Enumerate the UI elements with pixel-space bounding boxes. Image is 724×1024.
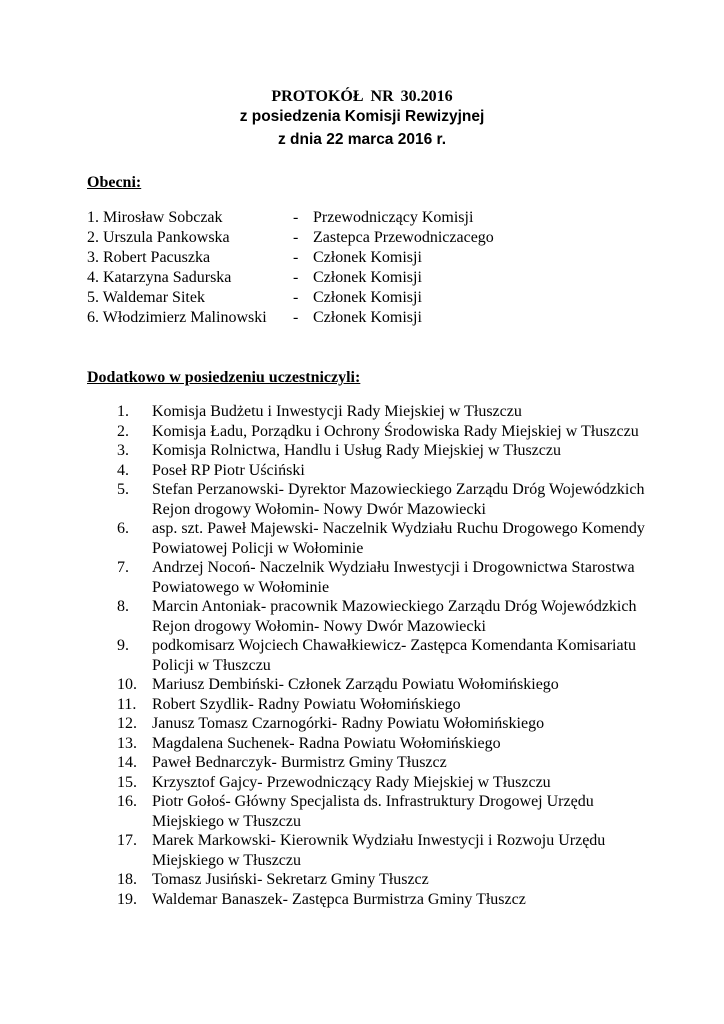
meeting-date: z dnia 22 marca 2016 r.	[277, 131, 447, 148]
list-item	[117, 773, 647, 793]
item-text: Poseł RP Piotr Uściński	[152, 461, 305, 479]
member-dash: -	[293, 309, 299, 326]
item-number: 14.	[117, 754, 137, 771]
member-row	[87, 288, 647, 308]
item-number: 17.	[117, 832, 137, 849]
item-number: 1.	[117, 403, 129, 420]
item-number: 15.	[117, 773, 137, 791]
member-name: 5. Waldemar Sitek	[87, 289, 205, 306]
item-text: Piotr Gołoś- Główny Specjalista ds. Infrastruktury Drogowej Urzędu Miejskiego w Tłuszczu	[152, 793, 594, 830]
member-name: 1. Mirosław Sobczak	[87, 209, 223, 226]
protocol-title: PROTOKÓŁ NR 30.2016	[271, 88, 453, 105]
member-row	[87, 308, 647, 328]
member-dash: -	[293, 229, 299, 246]
list-item	[117, 461, 647, 481]
member-name: 3. Robert Pacuszka	[87, 249, 211, 266]
additional-participants-list	[117, 402, 647, 909]
item-number: 10.	[117, 676, 137, 693]
present-members-list	[87, 208, 647, 328]
list-item	[117, 402, 647, 422]
item-text: Waldemar Banaszek- Zastępca Burmistrza Gminy Tłuszcz	[152, 890, 526, 908]
list-item	[117, 597, 647, 636]
member-role: Zastepca Przewodniczacego	[313, 229, 494, 246]
item-number: 7.	[117, 559, 129, 576]
item-number: 5.	[117, 481, 129, 498]
member-row	[87, 208, 647, 228]
item-number: 3.	[117, 442, 129, 459]
item-number: 11.	[117, 695, 137, 713]
member-name: 4. Katarzyna Sadurska	[87, 269, 232, 286]
item-number: 2.	[117, 422, 129, 440]
item-text: Andrzej Nocoń- Naczelnik Wydziału Inwestycji i Drogownictwa Starostwa Powiatowego w Wołominie	[152, 559, 635, 596]
item-number: 8.	[117, 598, 129, 615]
item-text: Marek Markowski- Kierownik Wydziału Inwestycji i Rozwoju Urzędu Miejskiego w Tłuszczu	[152, 832, 606, 869]
item-text: Mariusz Dembiński- Członek Zarządu Powiatu Wołomińskiego	[152, 676, 559, 693]
item-text: Magdalena Suchenek- Radna Powiatu Wołomińskiego	[152, 734, 501, 752]
item-number: 4.	[117, 461, 129, 479]
list-item	[117, 890, 647, 910]
item-number: 9.	[117, 637, 129, 654]
item-text: Komisja Rolnictwa, Handlu i Usług Rady Miejskiej w Tłuszczu	[152, 442, 561, 459]
list-item	[117, 558, 647, 597]
member-role: Członek Komisji	[313, 309, 422, 326]
list-item	[117, 753, 647, 773]
member-dash: -	[293, 249, 299, 266]
member-row	[87, 248, 647, 268]
item-number: 6.	[117, 520, 129, 537]
member-role: Członek Komisji	[313, 249, 422, 266]
item-number: 18.	[117, 871, 137, 888]
member-name: 2. Urszula Pankowska	[87, 229, 230, 246]
additional-participants-heading: Dodatkowo w posiedzeniu uczestniczyli:	[87, 369, 361, 386]
member-dash: -	[293, 209, 299, 226]
list-item	[117, 519, 647, 558]
item-number: 13.	[117, 734, 137, 752]
list-item	[117, 870, 647, 890]
list-item	[117, 792, 647, 831]
item-text: Marcin Antoniak- pracownik Mazowieckiego Zarządu Dróg Wojewódzkich Rejon drogowy Wołomin- Nowy Dwór Mazowiecki	[152, 598, 637, 635]
item-number: 16.	[117, 793, 137, 810]
list-item	[117, 714, 647, 734]
present-heading: Obecni:	[87, 174, 142, 191]
member-row	[87, 268, 647, 288]
item-text: Komisja Ładu, Porządku i Ochrony Środowiska Rady Miejskiej w Tłuszczu	[152, 422, 639, 440]
member-role: Członek Komisji	[313, 289, 422, 306]
member-row	[87, 228, 647, 248]
member-name: 6. Włodzimierz Malinowski	[87, 309, 267, 326]
list-item	[117, 441, 647, 461]
item-text: Paweł Bednarczyk- Burmistrz Gminy Tłuszcz	[152, 754, 447, 771]
item-text: Tomasz Jusiński- Sekretarz Gminy Tłuszcz	[152, 871, 429, 888]
list-item	[117, 695, 647, 715]
item-number: 12.	[117, 715, 137, 732]
item-text: Komisja Budżetu i Inwestycji Rady Miejskiej w Tłuszczu	[152, 403, 522, 420]
meeting-subtitle: z posiedzenia Komisji Rewizyjnej	[239, 108, 485, 125]
list-item	[117, 636, 647, 675]
list-item	[117, 422, 647, 442]
member-dash: -	[293, 269, 299, 286]
item-text: Krzysztof Gajcy- Przewodniczący Rady Miejskiej w Tłuszczu	[152, 773, 551, 791]
list-item	[117, 831, 647, 870]
list-item	[117, 734, 647, 754]
item-number: 19.	[117, 890, 137, 908]
item-text: Stefan Perzanowski- Dyrektor Mazowieckiego Zarządu Dróg Wojewódzkich Rejon drogowy Wołomin- Nowy Dwór Mazowiecki	[152, 481, 645, 518]
member-role: Przewodniczący Komisji	[313, 209, 474, 226]
list-item	[117, 480, 647, 519]
list-item	[117, 675, 647, 695]
member-dash: -	[293, 289, 299, 306]
item-text: Janusz Tomasz Czarnogórki- Radny Powiatu Wołomińskiego	[152, 715, 545, 732]
item-text: Robert Szydlik- Radny Powiatu Wołomińskiego	[152, 695, 461, 713]
item-text: podkomisarz Wojciech Chawałkiewicz- Zastępca Komendanta Komisariatu Policji w Tłuszczu	[152, 637, 637, 674]
member-role: Członek Komisji	[313, 269, 422, 286]
item-text: asp. szt. Paweł Majewski- Naczelnik Wydziału Ruchu Drogowego Komendy Powiatowej Policji w Wołominie	[152, 520, 645, 557]
